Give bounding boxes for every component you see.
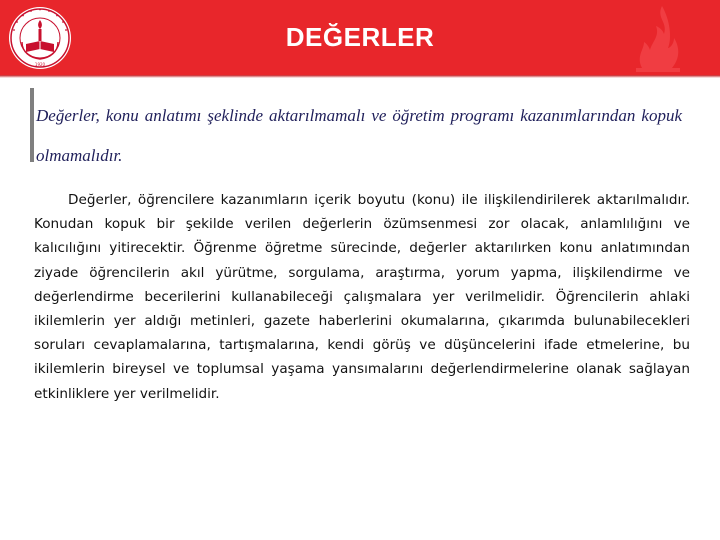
page-title: DEĞERLER xyxy=(285,22,435,52)
svg-text:1920: 1920 xyxy=(34,62,46,67)
quote-bar xyxy=(30,88,34,162)
header-shadow xyxy=(0,75,720,78)
body-paragraph: Değerler, öğrencilere kazanımların içerik boyutu (konu) ile ilişkilendirilerek aktarılmalıdır. Konudan kopuk bir şekilde verilen değerlerin özümsenmesi zor olacak, anlamlılığını ve kalıcılığını yitirecektir. Öğrenme öğretme sürecinde, değerler aktarılırken konu anlatımından ziyade öğrencilerin akıl yürütme, sorgulama, araştırma, yorum yapma, ilişkilendirme ve değerlendirme becerilerini kullanabileceği çalışmalara yer verilmelidir. Öğrencilerin ahlaki ikilemlerin yer aldığı metinleri, gazete haberlerini okumalarına, çıkarımda bulunabilecekleri soruları cevaplamalarına, tartışmalarına, kendi görüş ve düşüncelerini ifade etmelerine, bu ikilemlerin bireysel ve toplumsal yaşama yansımalarını değerlendirmelerine olanak sağlayan etkinliklere yer verilmelidir. xyxy=(34,192,690,402)
highlighted-quote: Değerler, konu anlatımı şeklinde aktarılmamalı ve öğretim programı kazanımlarından kopuk olmamalıdır. xyxy=(36,106,682,165)
